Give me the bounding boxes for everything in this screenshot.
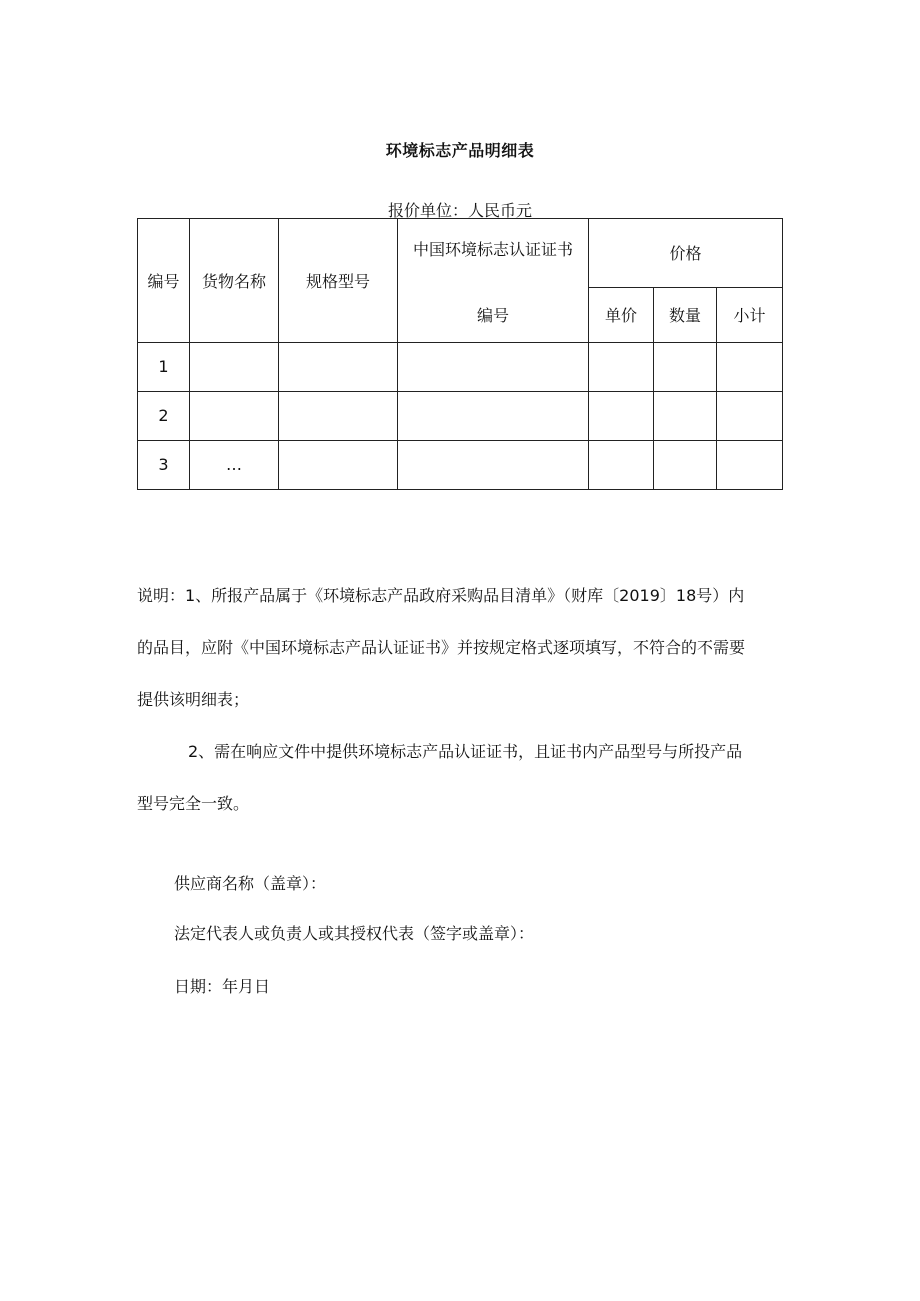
cell-quantity (654, 342, 717, 391)
cell-subtotal (717, 391, 783, 440)
cell-unit-price (589, 342, 654, 391)
header-unit-price: 单价 (589, 287, 654, 342)
product-detail-table (137, 218, 783, 490)
header-subtotal: 小计 (717, 287, 783, 342)
note-1-line-3: 提供该明细表； (137, 690, 250, 709)
document-title: 环境标志产品明细表 (385, 141, 535, 160)
header-quantity: 数量 (654, 287, 717, 342)
table-header-row-1 (138, 219, 783, 288)
table-row (138, 391, 783, 440)
cell-number: 2 (138, 391, 190, 440)
date-label: 日期：年月日 (174, 977, 271, 996)
cell-cert-number (398, 342, 589, 391)
cell-spec-model (279, 391, 398, 440)
cell-spec-model (279, 440, 398, 489)
cell-goods-name: … (190, 440, 279, 489)
cell-unit-price (589, 391, 654, 440)
note-1-line-2: 的品目，应附《中国环境标志产品认证证书》并按规定格式逐项填写，不符合的不需要 (137, 638, 746, 657)
cell-goods-name (190, 342, 279, 391)
cell-subtotal (717, 342, 783, 391)
table-row (138, 440, 783, 489)
header-goods-name: 货物名称 (190, 219, 279, 343)
cell-number: 3 (138, 440, 190, 489)
cell-spec-model (279, 342, 398, 391)
notes-section (137, 570, 787, 830)
cell-number: 1 (138, 342, 190, 391)
cell-quantity (654, 391, 717, 440)
cell-unit-price (589, 440, 654, 489)
note-1-line-1: 说明：1、所报产品属于《环境标志产品政府采购品目清单》（财库〔2019〕18号）内 (137, 586, 745, 605)
header-number: 编号 (138, 219, 190, 343)
cell-cert-number (398, 391, 589, 440)
header-cert-line1: 中国环境标志认证证书 (398, 219, 589, 288)
cell-subtotal (717, 440, 783, 489)
supplier-name-label: 供应商名称（盖章）： (174, 874, 327, 893)
note-2-line-1: 2、需在响应文件中提供环境标志产品认证证书，且证书内产品型号与所投产品 (188, 742, 743, 761)
cell-goods-name (190, 391, 279, 440)
cell-quantity (654, 440, 717, 489)
representative-label: 法定代表人或负责人或其授权代表（签字或盖章）： (174, 924, 535, 943)
note-2-line-2: 型号完全一致。 (137, 794, 250, 813)
currency-label: 报价单位：人民币元 (387, 201, 532, 220)
table-row (138, 342, 783, 391)
header-cert-line2: 编号 (398, 287, 589, 342)
header-spec-model: 规格型号 (279, 219, 398, 343)
cell-cert-number (398, 440, 589, 489)
header-price: 价格 (589, 219, 783, 288)
